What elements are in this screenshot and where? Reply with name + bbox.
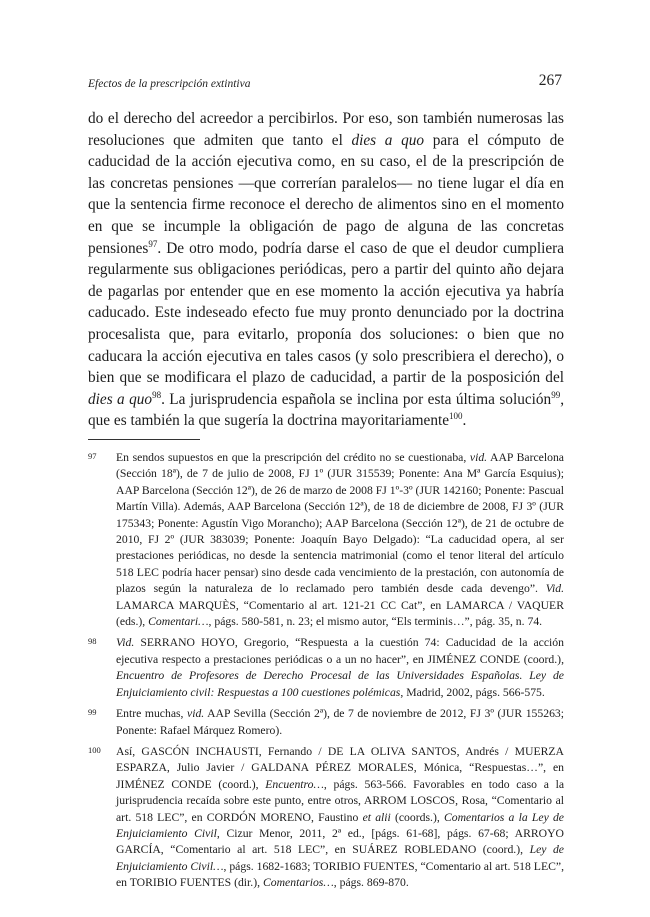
- fn-italic: vid.: [187, 707, 205, 721]
- fn-italic: et alii: [362, 810, 391, 824]
- body-text-3: . De otro modo, podría darse el caso de que el deudor cumpliera regularmente sus obligaciones periódicas, pero a partir del quinto año dejara de pagarlas por entender que en ese momento la acción ejecutiva ya habría caducado. Este indeseado efecto fue muy pronto denunciado por la doctrina procesalista que, para evitarlo, proponía dos soluciones: o bien que no caducara la acción ejecutiva en tales casos (y solo prescribiera el derecho), o bien que se modificara el plazo de caducidad, a partir de la posposición del: [88, 239, 564, 387]
- footnote-98: [88, 635, 564, 701]
- body-text-4: . La jurisprudencia española se inclina por esta última solución: [161, 390, 552, 408]
- footnote-97: [88, 450, 564, 630]
- footnote-text: [116, 450, 564, 630]
- footnote-text: [116, 744, 564, 892]
- body-text-1: do el derecho del acreedor a percibirlos. Por eso, son también numerosas las resoluciones que admiten que tanto el: [88, 110, 564, 149]
- body-emphasis-2: dies a quo: [88, 390, 153, 408]
- running-title: Efectos de la prescripción extintiva: [88, 78, 251, 90]
- fn-text: En sendos supuestos en que la prescripción del crédito no se cuestionaba,: [116, 451, 470, 464]
- footnote-number: 99: [88, 707, 97, 718]
- footnote-separator: [88, 439, 200, 440]
- body-text-6: .: [462, 412, 467, 430]
- fn-text: Entre muchas,: [116, 707, 188, 721]
- footnote-100: [88, 744, 564, 892]
- footnotes: [88, 450, 564, 897]
- fn-text: , págs. 869-870.: [333, 876, 409, 890]
- footnote-text: [116, 635, 564, 701]
- fn-italic: Encuentro de Profesores de Derecho Procesal de las Universidades Españolas. Ley de Enjuiciamiento civil: Respuestas a 100 cuestiones polémicas: [116, 669, 564, 699]
- fn-text: , Cizur Menor, 2011, 2ª ed., [págs. 61-68], págs. 67-68; ARROYO GARCÍA, “Comentario al art. 518 LEC”, en SUÁREZ ROBLEDANO (coord.),: [116, 826, 564, 857]
- fn-italic: Comentarios…: [262, 876, 334, 890]
- fn-italic: Comentari…: [148, 615, 209, 629]
- fn-italic: vid.: [469, 451, 488, 464]
- fn-text: AAP Barcelona (Sección 18ª), de 7 de julio de 2008, FJ 1º (JUR 315539; Ponente: Ana Mª García Esquius); AAP Barcelona (Sección 12ª), de 26 de marzo de 2008 FJ 1º-3º (JUR 142160; Ponente: Pascual Martín Villa). Además, AAP Barcelona (Sección 12ª), de 18 de diciembre de 2008, FJ 3º (JUR 175343; Ponente: Agustín Vigo Morancho); AAP Barcelona (Sección 12ª), de 21 de octubre de 2010, FJ 2º (JUR 383039; Ponente: Joaquín Bayo Delgado): “La caducidad opera, al ser prestaciones periódicas, no desde la sentencia matrimonial (como el tenor literal del artículo 518 LEC podría hacer pensar) sino desde cada vencimiento de la prestación, con autonomía de plazos según la naturaleza de lo reclamado pero también desde cada devengo”.: [116, 451, 564, 596]
- main-paragraph: [88, 108, 564, 432]
- footnote-ref-97[interactable]: 97: [148, 238, 158, 249]
- body-text-2: para el cómputo de caducidad de la acción ejecutiva como, en su caso, el de la prescripción de las concretas pensiones —que correrían paralelos— no tiene lugar el día en que la sentencia firme reconoce el derecho de alimentos sino en el momento en que se incumple la obligación de pago de alguna de las concretas pensiones: [88, 131, 565, 257]
- page-header: [88, 72, 562, 94]
- fn-text: (coords.),: [390, 810, 444, 824]
- fn-italic: Vid.: [116, 636, 135, 650]
- footnote-number: 98: [88, 636, 97, 647]
- fn-text: SERRANO HOYO, Gregorio, “Respuesta a la cuestión 74: Caducidad de la acción ejecutiva respecto a prestaciones periódicas o a un no hacer”, en JIMÉNEZ CONDE (coord.),: [116, 636, 564, 666]
- footnote-number: 100: [88, 744, 101, 755]
- fn-text: AAP Sevilla (Sección 2ª), de 7 de noviembre de 2012, FJ 3º (JUR 155263; Ponente: Rafael Márquez Romero).: [116, 707, 565, 737]
- footnote-99: [88, 706, 564, 739]
- footnote-number: 97: [88, 451, 97, 461]
- fn-text: LAMARCA MARQUÈS, “Comentario al art. 121-21 CC Cat”, en LAMARCA / VAQUER (eds.),: [116, 598, 564, 629]
- footnote-ref-98[interactable]: 98: [152, 389, 162, 400]
- fn-text: , Madrid, 2002, págs. 566-575.: [400, 685, 545, 699]
- fn-italic: Ley de Enjuiciamiento Civil…: [116, 843, 564, 873]
- body-text-5: , que es también la que sugería la doctrina mayoritariamente: [88, 390, 565, 430]
- fn-italic: Vid.: [545, 582, 564, 596]
- fn-italic: Encuentro…: [265, 777, 324, 791]
- fn-text: , págs. 563-566. Favorables en todo caso a la jurisprudencia recaída sobre este punto, entre otros, ARROM LOSCOS, Rosa, “Comentario al art. 518 LEC”, en CORDÓN MORENO, Faustino: [116, 777, 565, 824]
- footnote-ref-99[interactable]: 99: [551, 389, 561, 400]
- body-emphasis-1: dies a quo: [351, 131, 425, 149]
- fn-text: , págs. 1682-1683; TORIBIO FUENTES, “Comentario al art. 518 LEC”, en TORIBIO FUENTES (dir.),: [116, 859, 564, 890]
- footnote-ref-100[interactable]: 100: [449, 411, 463, 422]
- fn-text: , págs. 580-581, n. 23; el mismo autor, “Els terminis…”, pág. 35, n. 74.: [208, 615, 543, 629]
- fn-text: Así, GASCÓN INCHAUSTI, Fernando / DE LA OLIVA SANTOS, Andrés / MUERZA ESPARZA, Julio Javier / GALDANA PÉREZ MORALES, Mónica, “Respuestas…”, en JIMÉNEZ CONDE (coord.),: [116, 744, 564, 791]
- footnote-text: [116, 706, 564, 739]
- fn-italic: Comentarios a la Ley de Enjuiciamiento Civil: [116, 810, 564, 840]
- page-number: 267: [538, 72, 562, 89]
